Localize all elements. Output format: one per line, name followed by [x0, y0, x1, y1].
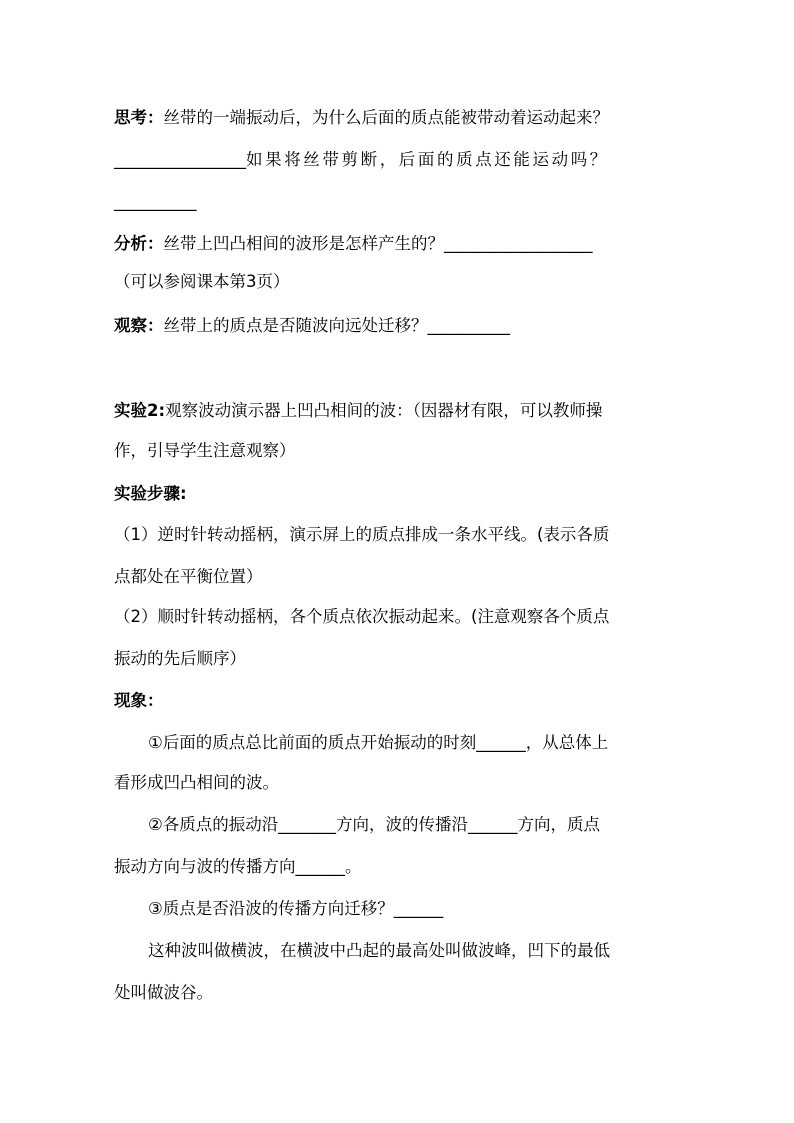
observe-line [114, 315, 694, 337]
phenomenon-2-line-1: ②各质点的振动沿_______方向，波的传播沿______方向，质点 [148, 815, 601, 834]
analysis-label: 分析： [114, 234, 164, 253]
experiment2-line-2: 作，引导学生注意观察） [114, 441, 296, 460]
think-question-1: 丝带的一端振动后，为什么后面的质点能被带动着运动起来？ [163, 108, 609, 127]
think-line-1 [114, 107, 694, 129]
think-line-2 [114, 149, 694, 171]
step1-line-1: （1）逆时针转动摇柄，演示屏上的质点排成一条水平线。(表示各质 [114, 525, 610, 544]
phenomena-heading: 现象： [114, 691, 164, 710]
analysis-text: 丝带上凹凸相间的波形是怎样产生的？__________________ [163, 234, 593, 253]
think-blank-a: ________________ [114, 150, 246, 169]
observe-text: 丝带上的质点是否随波向远处迁移？__________ [163, 316, 510, 335]
analysis-line [114, 233, 694, 255]
transverse-wave-line-1: 这种波叫做横波，在横波中凸起的最高处叫做波峰，凹下的最低 [148, 941, 610, 960]
phenomenon-2-line-2: 振动方向与波的传播方向______。 [114, 857, 362, 876]
step2-line-2: 振动的先后顺序） [114, 649, 246, 668]
think-label: 思考： [114, 108, 164, 127]
think-line-3 [114, 191, 694, 213]
think-question-2: 如果将丝带剪断，后面的质点还能运动吗？ [246, 150, 609, 169]
steps-heading: 实验步骤: [114, 484, 187, 503]
think-blank-b: __________ [114, 192, 197, 211]
step1-line-2: 点都处在平衡位置） [114, 567, 263, 586]
experiment2-label: 实验2: [114, 401, 166, 420]
analysis-note: （可以参阅课本第3页） [114, 272, 290, 291]
experiment2-line-1 [114, 400, 694, 422]
observe-label: 观察： [114, 316, 164, 335]
phenomenon-1-line-1: ①后面的质点总比前面的质点开始振动的时刻______，从总体上 [148, 733, 609, 752]
step2-line-1: （2）顺时针转动摇柄，各个质点依次振动起来。(注意观察各个质点 [114, 607, 610, 626]
phenomenon-3: ③质点是否沿波的传播方向迁移？______ [148, 899, 444, 918]
transverse-wave-line-2: 处叫做波谷。 [114, 983, 213, 1002]
experiment2-text-1: 观察波动演示器上凹凸相间的波：（因器材有限，可以教师操 [165, 401, 603, 420]
phenomenon-1-line-2: 看形成凹凸相间的波。 [114, 773, 279, 792]
